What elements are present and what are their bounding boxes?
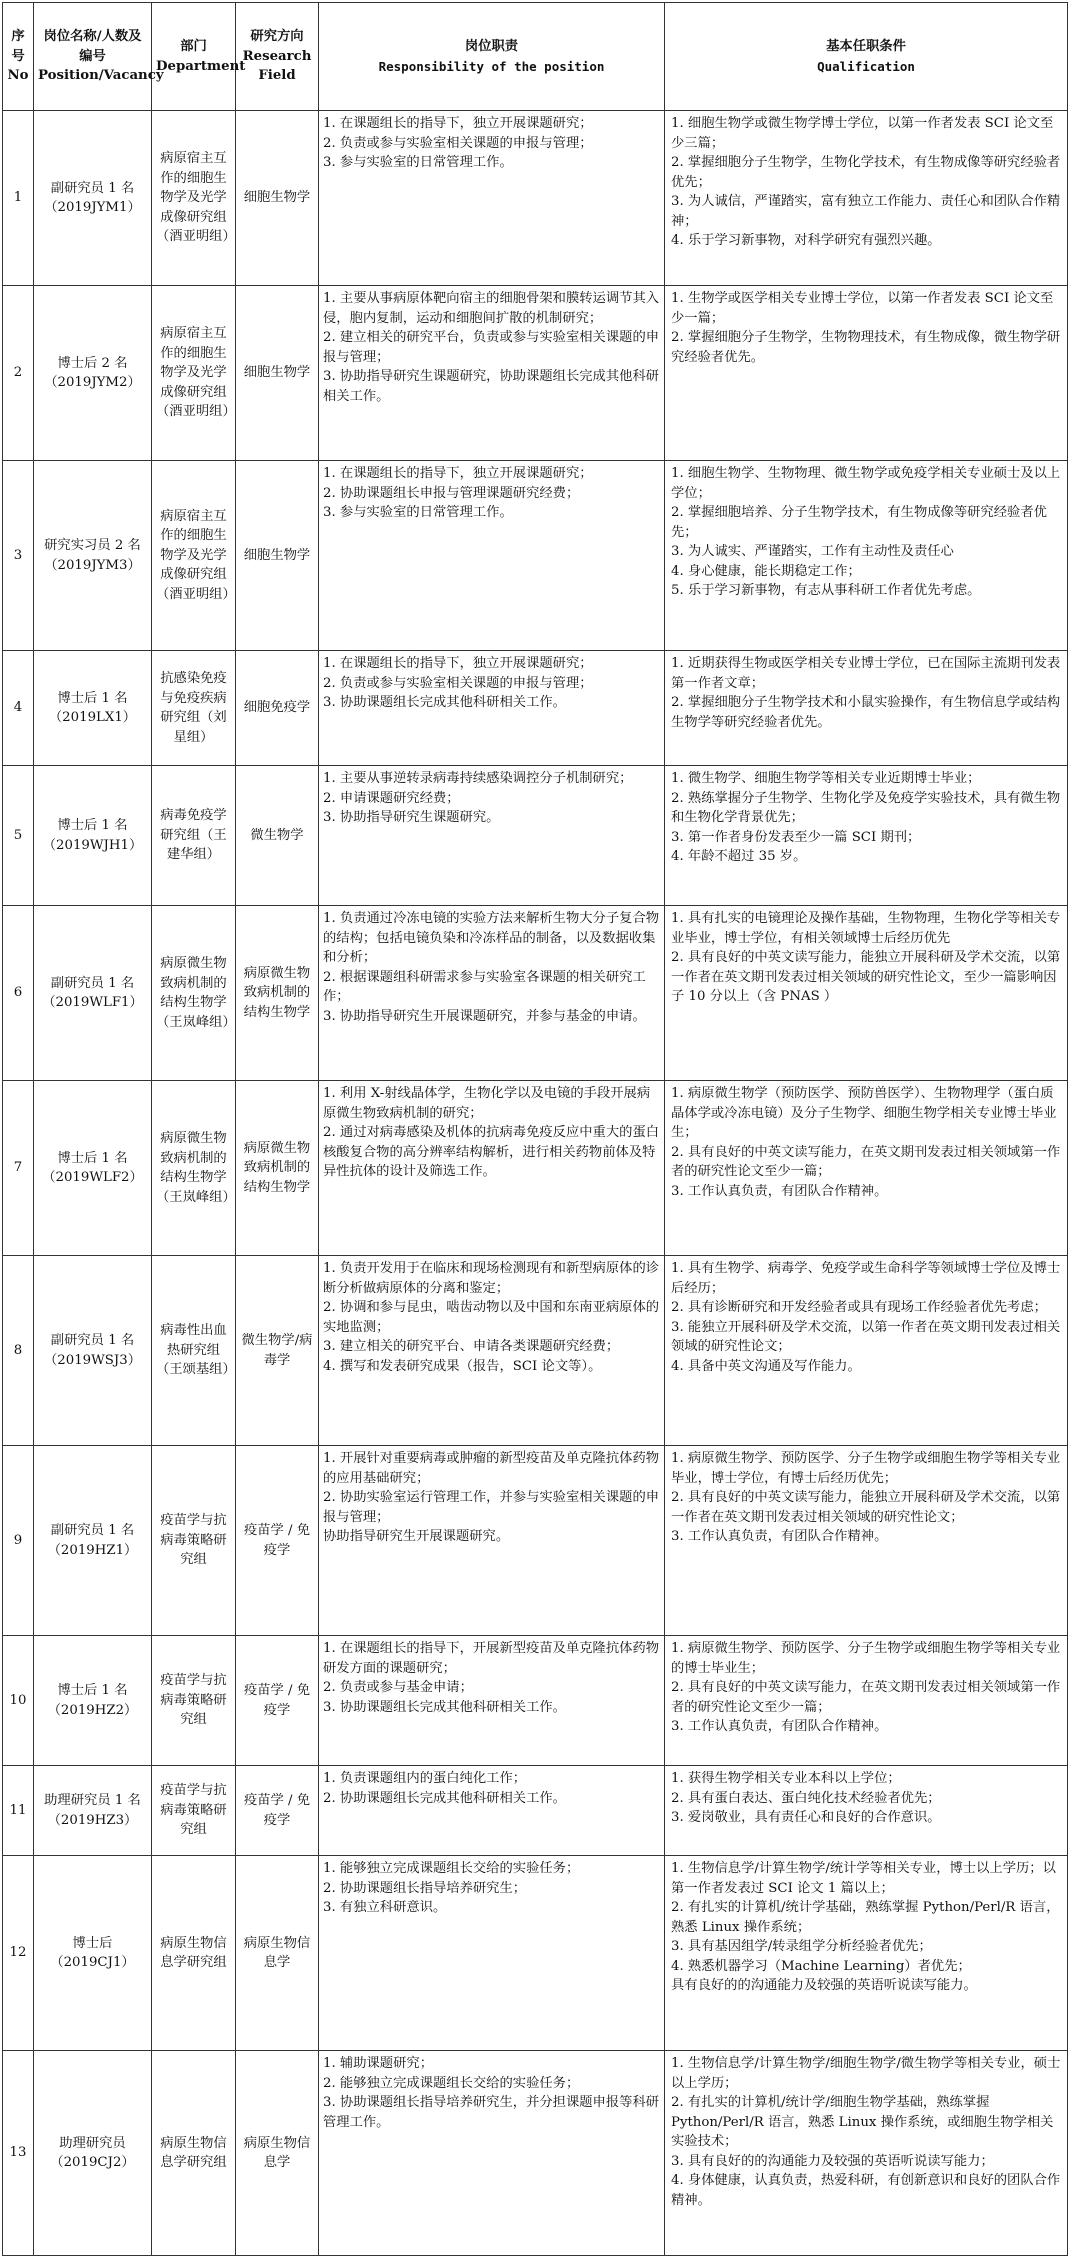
qual-line: 2. 具有良好的中英文读写能力，能独立开展科研及学术交流，以第一作者在英文期刊发表过相关领域的研究性论文，至少一篇影响因子 10 分以上（含 PNAS ） — [671, 950, 1061, 1004]
resp-line: 3. 协助指导研究生课题研究，协助课题组长完成其他科研相关工作。 — [323, 369, 660, 404]
row-qualification — [665, 1766, 1068, 1856]
qual-line: 3. 第一作者身份发表至少一篇 SCI 期刊； — [671, 829, 921, 845]
job-table — [2, 2, 1068, 2256]
qual-line: 1. 生物信息学/计算生物学/统计学等相关专业，博士以上学历；以第一作者发表过 SCI 论文 1 篇以上； — [671, 1861, 1056, 1896]
resp-line: 3. 协助课题组长完成其他科研相关工作。 — [323, 695, 566, 710]
header-qual-cn: 基本任职条件 — [826, 39, 906, 54]
resp-line: 2. 负责或参与实验室相关课题的申报与管理； — [323, 675, 593, 691]
resp-line: 1. 开展针对重要病毒或肿瘤的新型疫苗及单克隆抗体药物的应用基础研究； — [323, 1451, 660, 1486]
row-number: 9 — [3, 1446, 34, 1636]
row-number: 3 — [3, 461, 34, 651]
row-qualification — [665, 1856, 1068, 2051]
qual-line: 3. 为人诚信，严谨踏实，富有独立工作能力、责任心和团队合作精神； — [671, 194, 1061, 229]
resp-line: 2. 负责或参与实验室相关课题的申报与管理； — [323, 135, 593, 151]
table-row — [3, 1256, 1068, 1446]
resp-line: 3. 参与实验室的日常管理工作。 — [323, 155, 513, 170]
qual-line: 2. 有扎实的计算机/统计学基础，熟练掌握 Python/Perl/R 语言，熟悉 Linux 操作系统； — [671, 1900, 1060, 1935]
resp-line: 2. 协调和参与昆虫，啮齿动物以及中国和东南亚病原体的实地监测； — [323, 1300, 660, 1335]
row-department: 病原宿主互作的细胞生物学及光学成像研究组（酒亚明组） — [152, 286, 236, 461]
row-department: 病毒性出血热研究组（王颂基组） — [152, 1256, 236, 1446]
row-qualification — [665, 766, 1068, 906]
table-row — [3, 461, 1068, 651]
resp-line: 1. 在课题组长的指导下，独立开展课题研究； — [323, 466, 593, 481]
row-field: 病原生物信息学 — [236, 1856, 319, 2051]
row-number: 8 — [3, 1256, 34, 1446]
qual-line: 2. 具有良好的中英文读写能力，能独立开展科研及学术交流，以第一作者在英文期刊发表过相关领域的研究性论文； — [671, 1490, 1061, 1525]
qual-line: 2. 掌握细胞分子生物学，生物物理技术，有生物成像，微生物学研究经验者优先。 — [671, 330, 1061, 365]
resp-line: 1. 主要从事病原体靶向宿主的细胞骨架和膜转运调节其入侵，胞内复制，运动和细胞间扩散的机制研究； — [323, 291, 660, 326]
row-responsibility — [319, 906, 665, 1081]
row-position: 助理研究员（2019CJ2） — [34, 2051, 152, 2256]
qual-line: 2. 掌握细胞分子生物学，生物化学技术，有生物成像等研究经验者优先； — [671, 155, 1061, 190]
row-department: 病原微生物致病机制的结构生物学（王岚峰组） — [152, 906, 236, 1081]
row-position: 副研究员 1 名（2019JYM1） — [34, 111, 152, 286]
table-row — [3, 286, 1068, 461]
row-field: 微生物学/病毒学 — [236, 1256, 319, 1446]
qual-line: 4. 具备中英文沟通及写作能力。 — [671, 1358, 861, 1374]
row-position: 副研究员 1 名（2019WSJ3） — [34, 1256, 152, 1446]
qual-line: 2. 掌握细胞分子生物学技术和小鼠实验操作，有生物信息学或结构生物学等研究经验者优先。 — [671, 695, 1061, 730]
row-position: 助理研究员 1 名（2019HZ3） — [34, 1766, 152, 1856]
row-department: 病原宿主互作的细胞生物学及光学成像研究组（酒亚明组） — [152, 461, 236, 651]
resp-line: 2. 建立相关的研究平台，负责或参与实验室相关课题的申报与管理； — [323, 330, 660, 365]
qual-line: 2. 具有良好的中英文读写能力，在英文期刊发表过相关领域第一作者的研究性论文至少一篇； — [671, 1680, 1061, 1715]
resp-line: 1. 在课题组长的指导下，独立开展课题研究； — [323, 116, 593, 131]
resp-line: 3. 有独立科研意识。 — [323, 1900, 447, 1915]
row-qualification — [665, 651, 1068, 766]
row-field: 细胞生物学 — [236, 286, 319, 461]
row-position: 博士后 1 名（2019WJH1） — [34, 766, 152, 906]
qual-line: 1. 获得生物学相关专业本科以上学位； — [671, 1771, 901, 1786]
resp-line: 3. 协助指导研究生开展课题研究，并参与基金的申请。 — [323, 1008, 646, 1024]
resp-line: 2. 根据课题组科研需求参与实验室各课题的相关研究工作； — [323, 969, 646, 1004]
row-position: 博士后 1 名（2019HZ2） — [34, 1636, 152, 1766]
row-field: 病原微生物致病机制的结构生物学 — [236, 906, 319, 1081]
row-department: 疫苗学与抗病毒策略研究组 — [152, 1636, 236, 1766]
row-qualification — [665, 286, 1068, 461]
qual-line: 1. 细胞生物学或微生物学博士学位，以第一作者发表 SCI 论文至少三篇； — [671, 116, 1054, 151]
header-field-cn: 研究方向 — [250, 29, 304, 45]
row-field: 细胞生物学 — [236, 461, 319, 651]
qual-line: 3. 具有良好的的沟通能力及较强的英语听说读写能力； — [671, 2153, 994, 2169]
resp-line: 1. 在课题组长的指导下，开展新型疫苗及单克隆抗体药物研发方面的课题研究； — [323, 1641, 660, 1676]
resp-line: 1. 主要从事逆转录病毒持续感染调控分子机制研究； — [323, 771, 633, 786]
row-responsibility — [319, 1636, 665, 1766]
row-responsibility — [319, 1256, 665, 1446]
row-position: 研究实习员 2 名（2019JYM3） — [34, 461, 152, 651]
qual-line: 1. 近期获得生物或医学相关专业博士学位，已在国际主流期刊发表第一作者文章； — [671, 656, 1061, 691]
qual-line: 2. 熟练掌握分子生物学、生物化学及免疫学实验技术，具有微生物和生物化学背景优先； — [671, 790, 1061, 825]
table-row — [3, 1766, 1068, 1856]
row-number: 12 — [3, 1856, 34, 2051]
qual-line: 2. 具有良好的中英文读写能力，在英文期刊发表过相关领域第一作者的研究性论文至少一篇； — [671, 1144, 1061, 1179]
resp-line: 3. 协助课题组长指导培养研究生，并分担课题申报等科研管理工作。 — [323, 2095, 660, 2130]
qual-line: 2. 有扎实的计算机/统计学/细胞生物学基础，熟练掌握 Python/Perl/R 语言，熟悉 Linux 操作系统，或细胞生物学相关实验技术； — [671, 2095, 1054, 2149]
row-responsibility — [319, 461, 665, 651]
row-qualification — [665, 2051, 1068, 2256]
row-number: 10 — [3, 1636, 34, 1766]
row-responsibility — [319, 766, 665, 906]
resp-line: 2. 协助实验室运行管理工作，并参与实验室相关课题的申报与管理； — [323, 1490, 660, 1525]
qual-line: 3. 具有基因组学/转录组学分析经验者优先； — [671, 1939, 932, 1954]
table-row — [3, 651, 1068, 766]
resp-line: 1. 负责通过冷冻电镜的实验方法来解析生物大分子复合物的结构；包括电镜负染和冷冻样品的制备，以及数据收集和分析； — [323, 911, 660, 965]
row-department: 病原宿主互作的细胞生物学及光学成像研究组（酒亚明组） — [152, 111, 236, 286]
row-field: 疫苗学 / 免疫学 — [236, 1766, 319, 1856]
row-field: 病原微生物致病机制的结构生物学 — [236, 1081, 319, 1256]
resp-line: 2. 协助课题组长完成其他科研相关工作。 — [323, 1790, 566, 1806]
table-row — [3, 1446, 1068, 1636]
resp-line: 3. 协助课题组长完成其他科研相关工作。 — [323, 1699, 566, 1715]
row-department: 疫苗学与抗病毒策略研究组 — [152, 1766, 236, 1856]
qual-line: 3. 工作认真负责，有团队合作精神。 — [671, 1529, 888, 1544]
qual-line: 1. 细胞生物学、生物物理、微生物学或免疫学相关专业硕士及以上学位； — [671, 466, 1061, 501]
qual-line: 2. 掌握细胞培养、分子生物学技术，有生物成像等研究经验者优先； — [671, 505, 1047, 540]
row-responsibility — [319, 1081, 665, 1256]
resp-line: 2. 能够独立完成课题组长交给的实验任务； — [323, 2075, 580, 2091]
header-resp-en: Responsibility of the position — [378, 58, 605, 74]
qual-line: 3. 能独立开展科研及学术交流，以第一作者在英文期刊发表过相关领域的研究性论文； — [671, 1319, 1061, 1354]
qual-line: 1. 微生物学、细胞生物学等相关专业近期博士毕业； — [671, 771, 981, 786]
qual-line: 4. 身心健康，能长期稳定工作； — [671, 563, 861, 579]
table-row — [3, 2051, 1068, 2256]
resp-line: 2. 申请课题研究经费； — [323, 790, 460, 806]
resp-line: 2. 负责或参与基金申请； — [323, 1680, 473, 1695]
row-number: 7 — [3, 1081, 34, 1256]
row-number: 11 — [3, 1766, 34, 1856]
row-field: 微生物学 — [236, 766, 319, 906]
row-field: 细胞免疫学 — [236, 651, 319, 766]
qual-line: 4. 年龄不超过 35 岁。 — [671, 849, 807, 864]
row-department: 疫苗学与抗病毒策略研究组 — [152, 1446, 236, 1636]
resp-line: 2. 通过对病毒感染及机体的抗病毒免疫反应中重大的蛋白核酸复合物的高分辨率结构解析，进行相关药物前体及特异性抗体的设计及筛选工作。 — [323, 1125, 660, 1179]
row-position: 副研究员 1 名（2019WLF1） — [34, 906, 152, 1081]
row-position: 博士后（2019CJ1） — [34, 1856, 152, 2051]
row-responsibility — [319, 111, 665, 286]
row-field: 疫苗学 / 免疫学 — [236, 1636, 319, 1766]
table-row — [3, 1081, 1068, 1256]
qual-line: 5. 乐于学习新事物，有志从事科研工作者优先考虑。 — [671, 583, 981, 598]
row-number: 4 — [3, 651, 34, 766]
table-row — [3, 1636, 1068, 1766]
qual-line: 具有良好的的沟通能力及较强的英语听说读写能力。 — [671, 1978, 977, 1993]
resp-line: 协助指导研究生开展课题研究。 — [323, 1529, 510, 1544]
row-qualification — [665, 1256, 1068, 1446]
row-department: 抗感染免疫与免疫疾病研究组（刘星组） — [152, 651, 236, 766]
qual-line: 1. 生物学或医学相关专业博士学位，以第一作者发表 SCI 论文至少一篇； — [671, 291, 1054, 326]
qual-line: 1. 具有扎实的电镜理论及操作基础，生物物理，生物化学等相关专业毕业，博士学位，有相关领域博士后经历优先 — [671, 911, 1061, 946]
row-responsibility — [319, 2051, 665, 2256]
row-position: 博士后 1 名（2019LX1） — [34, 651, 152, 766]
resp-line: 3. 参与实验室的日常管理工作。 — [323, 505, 513, 520]
qual-line: 1. 具有生物学、病毒学、免疫学或生命科学等领域博士学位及博士后经历； — [671, 1261, 1061, 1296]
row-department: 病原生物信息学研究组 — [152, 1856, 236, 2051]
header-qual-en: Qualification — [817, 58, 915, 74]
qual-line: 3. 工作认真负责，有团队合作精神。 — [671, 1719, 888, 1734]
row-department: 病原微生物致病机制的结构生物学（王岚峰组） — [152, 1081, 236, 1256]
table-row — [3, 906, 1068, 1081]
header-field — [236, 3, 319, 111]
qual-line: 3. 工作认真负责，有团队合作精神。 — [671, 1183, 888, 1199]
table-body — [3, 111, 1068, 2256]
qual-line: 1. 病原微生物学、预防医学、分子生物学或细胞生物学等相关专业的博士毕业生； — [671, 1641, 1061, 1676]
header-qualification — [665, 3, 1068, 111]
row-field: 疫苗学 / 免疫学 — [236, 1446, 319, 1636]
qual-line: 4. 熟悉机器学习（Machine Learning）者优先； — [671, 1958, 971, 1974]
header-field-en: Research Field — [242, 48, 312, 84]
table-row — [3, 1856, 1068, 2051]
qual-line: 4. 乐于学习新事物，对科学研究有强烈兴趣。 — [671, 233, 941, 248]
resp-line: 1. 能够独立完成课题组长交给的实验任务； — [323, 1861, 580, 1876]
row-number: 2 — [3, 286, 34, 461]
resp-line: 2. 协助课题组长指导培养研究生； — [323, 1880, 527, 1896]
row-responsibility — [319, 1766, 665, 1856]
row-qualification — [665, 1446, 1068, 1636]
row-department: 病毒免疫学研究组（王建华组） — [152, 766, 236, 906]
row-field: 细胞生物学 — [236, 111, 319, 286]
resp-line: 3. 协助指导研究生课题研究。 — [323, 810, 500, 825]
resp-line: 3. 建立相关的研究平台、申请各类课题研究经费； — [323, 1339, 620, 1354]
row-number: 1 — [3, 111, 34, 286]
qual-line: 3. 爱岗敬业，具有责任心和良好的合作意识。 — [671, 1810, 941, 1825]
row-responsibility — [319, 286, 665, 461]
resp-line: 1. 负责课题组内的蛋白纯化工作； — [323, 1771, 527, 1786]
header-responsibility — [319, 3, 665, 111]
header-department: 部门Department — [152, 3, 236, 111]
table-row — [3, 766, 1068, 906]
row-number: 6 — [3, 906, 34, 1081]
header-row — [3, 3, 1068, 111]
row-responsibility — [319, 1446, 665, 1636]
row-responsibility — [319, 1856, 665, 2051]
qual-line: 2. 具有诊断研究和开发经验者或具有现场工作经验者优先考虑； — [671, 1300, 1047, 1315]
row-responsibility — [319, 651, 665, 766]
row-number: 13 — [3, 2051, 34, 2256]
qual-line: 3. 为人诚实、严谨踏实，工作有主动性及责任心 — [671, 544, 954, 559]
resp-line: 1. 在课题组长的指导下，独立开展课题研究； — [323, 656, 593, 671]
qual-line: 2. 具有蛋白表达、蛋白纯化技术经验者优先； — [671, 1790, 941, 1806]
resp-line: 4. 撰写和发表研究成果（报告，SCI 论文等）。 — [323, 1358, 602, 1374]
row-department: 病原生物信息学研究组 — [152, 2051, 236, 2256]
resp-line: 1. 负责开发用于在临床和现场检测现有和新型病原体的诊断分析做病原体的分离和鉴定； — [323, 1261, 660, 1296]
row-position: 副研究员 1 名（2019HZ1） — [34, 1446, 152, 1636]
header-no: 序号No — [3, 3, 34, 111]
resp-line: 1. 辅助课题研究； — [323, 2056, 433, 2071]
resp-line: 1. 利用 X-射线晶体学，生物化学以及电镜的手段开展病原微生物致病机制的研究； — [323, 1086, 651, 1121]
qual-line: 1. 病原微生物学、预防医学、分子生物学或细胞生物学等相关专业毕业，博士学位，有博士后经历优先； — [671, 1451, 1061, 1486]
row-number: 5 — [3, 766, 34, 906]
table-row — [3, 111, 1068, 286]
row-position: 博士后 1 名（2019WLF2） — [34, 1081, 152, 1256]
qual-line: 1. 生物信息学/计算生物学/细胞生物学/微生物学等相关专业，硕士以上学历； — [671, 2056, 1061, 2091]
row-qualification — [665, 1081, 1068, 1256]
row-qualification — [665, 1636, 1068, 1766]
header-position: 岗位名称/人数及编号Position/Vacancy — [34, 3, 152, 111]
header-resp-cn: 岗位职责 — [464, 39, 519, 54]
qual-line: 1. 病原微生物学（预防医学、预防兽医学）、生物物理学（蛋白质晶体学或冷冻电镜）及分子生物学、细胞生物学相关专业博士毕业生； — [671, 1086, 1057, 1140]
row-field: 病原生物信息学 — [236, 2051, 319, 2256]
row-qualification — [665, 906, 1068, 1081]
row-position: 博士后 2 名（2019JYM2） — [34, 286, 152, 461]
row-qualification — [665, 111, 1068, 286]
row-qualification — [665, 461, 1068, 651]
qual-line: 4. 身体健康，认真负责，热爱科研，有创新意识和良好的团队合作精神。 — [671, 2173, 1061, 2208]
resp-line: 2. 协助课题组长申报与管理课题研究经费； — [323, 485, 580, 501]
